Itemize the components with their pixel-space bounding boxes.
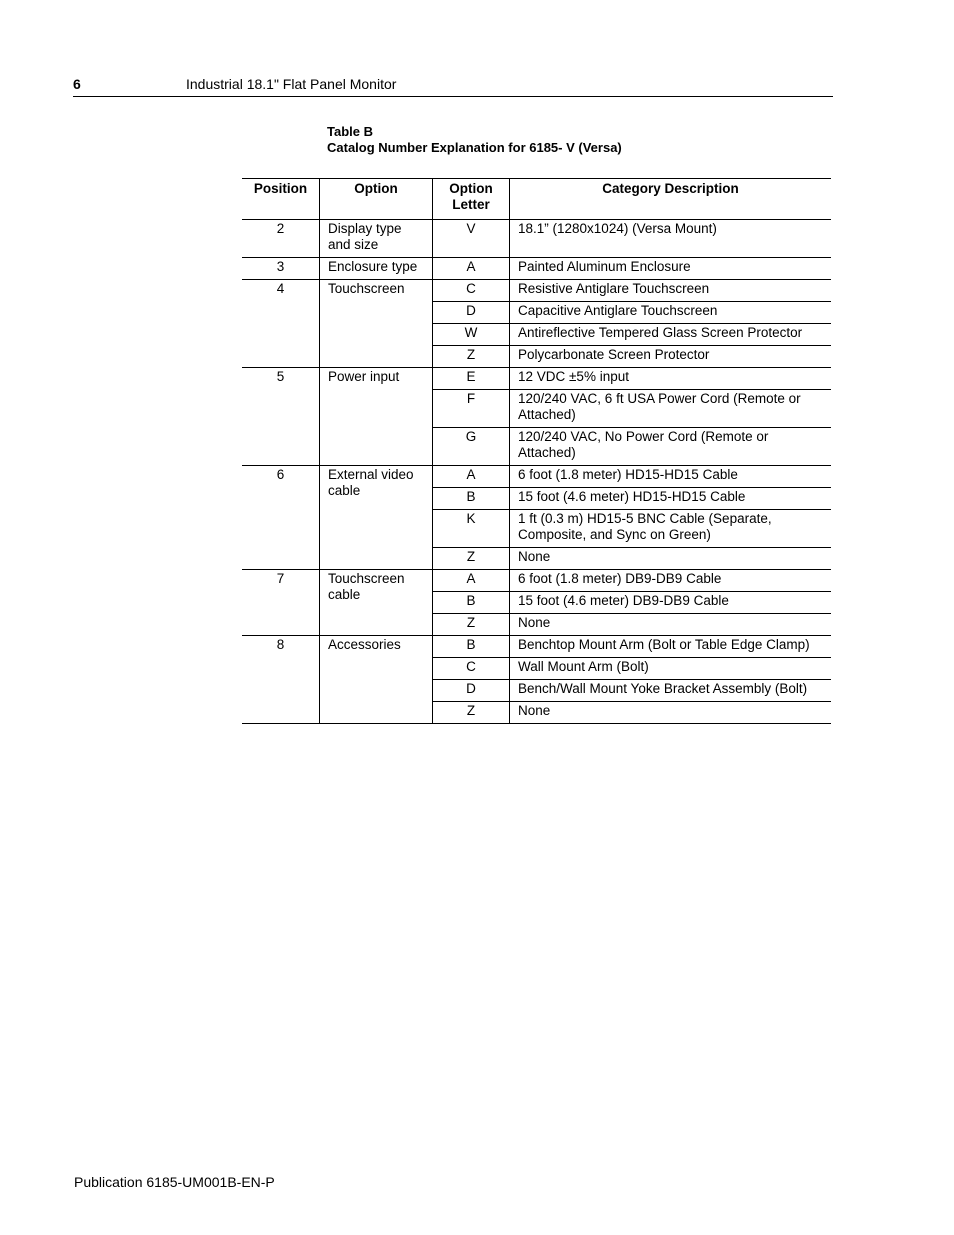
category-description-cell: 18.1” (1280x1024) (Versa Mount) bbox=[510, 220, 832, 258]
option-cell: Accessories bbox=[320, 636, 433, 724]
category-description-cell: Bench/Wall Mount Yoke Bracket Assembly (Bolt) bbox=[510, 680, 832, 702]
publication-footer: Publication 6185-UM001B-EN-P bbox=[74, 1174, 275, 1190]
option-letter-cell: B bbox=[433, 636, 510, 658]
option-letter-cell: A bbox=[433, 258, 510, 280]
option-cell: Enclosure type bbox=[320, 258, 433, 280]
option-letter-cell: V bbox=[433, 220, 510, 258]
category-description-cell: Capacitive Antiglare Touchscreen bbox=[510, 302, 832, 324]
category-description-cell: 120/240 VAC, 6 ft USA Power Cord (Remote or Attached) bbox=[510, 390, 832, 428]
option-letter-cell: D bbox=[433, 302, 510, 324]
table-row bbox=[242, 636, 831, 658]
option-cell: Touchscreen bbox=[320, 280, 433, 368]
position-cell: 7 bbox=[242, 570, 320, 636]
category-description-cell: 15 foot (4.6 meter) DB9-DB9 Cable bbox=[510, 592, 832, 614]
table-row bbox=[242, 466, 831, 488]
position-cell: 6 bbox=[242, 466, 320, 570]
option-letter-cell: Z bbox=[433, 614, 510, 636]
table-title: Catalog Number Explanation for 6185- V (Versa) bbox=[327, 140, 622, 155]
category-description-cell: 1 ft (0.3 m) HD15-5 BNC Cable (Separate, Composite, and Sync on Green) bbox=[510, 510, 832, 548]
option-letter-cell: A bbox=[433, 570, 510, 592]
option-letter-cell: A bbox=[433, 466, 510, 488]
position-cell: 5 bbox=[242, 368, 320, 466]
option-cell: Display type and size bbox=[320, 220, 433, 258]
option-letter-cell: K bbox=[433, 510, 510, 548]
category-description-cell: 120/240 VAC, No Power Cord (Remote or Attached) bbox=[510, 428, 832, 466]
column-header-option: Option bbox=[320, 179, 433, 220]
category-description-cell: None bbox=[510, 614, 832, 636]
category-description-cell: Benchtop Mount Arm (Bolt or Table Edge Clamp) bbox=[510, 636, 832, 658]
option-letter-cell: F bbox=[433, 390, 510, 428]
table-row bbox=[242, 280, 831, 302]
column-header-position: Position bbox=[242, 179, 320, 220]
position-cell: 8 bbox=[242, 636, 320, 724]
option-letter-cell: G bbox=[433, 428, 510, 466]
page-header bbox=[73, 76, 833, 97]
position-cell: 4 bbox=[242, 280, 320, 368]
category-description-cell: Painted Aluminum Enclosure bbox=[510, 258, 832, 280]
column-header-category-description: Category Description bbox=[510, 179, 832, 220]
table-row bbox=[242, 570, 831, 592]
column-header-option-letter: Option Letter bbox=[433, 179, 510, 220]
category-description-cell: None bbox=[510, 548, 832, 570]
option-letter-cell: Z bbox=[433, 548, 510, 570]
table-row bbox=[242, 368, 831, 390]
option-letter-cell: B bbox=[433, 592, 510, 614]
option-letter-cell: Z bbox=[433, 702, 510, 724]
option-cell: Touchscreen cable bbox=[320, 570, 433, 636]
option-letter-cell: E bbox=[433, 368, 510, 390]
category-description-cell: 6 foot (1.8 meter) DB9-DB9 Cable bbox=[510, 570, 832, 592]
category-description-cell: None bbox=[510, 702, 832, 724]
option-letter-cell: Z bbox=[433, 346, 510, 368]
category-description-cell: Wall Mount Arm (Bolt) bbox=[510, 658, 832, 680]
option-letter-cell: C bbox=[433, 280, 510, 302]
option-letter-cell: D bbox=[433, 680, 510, 702]
option-cell: Power input bbox=[320, 368, 433, 466]
category-description-cell: Polycarbonate Screen Protector bbox=[510, 346, 832, 368]
table-header-row bbox=[242, 179, 831, 220]
table-caption bbox=[327, 124, 622, 156]
category-description-cell: 15 foot (4.6 meter) HD15-HD15 Cable bbox=[510, 488, 832, 510]
document-title: Industrial 18.1" Flat Panel Monitor bbox=[186, 76, 397, 92]
table-label: Table B bbox=[327, 124, 373, 139]
category-description-cell: 6 foot (1.8 meter) HD15-HD15 Cable bbox=[510, 466, 832, 488]
position-cell: 3 bbox=[242, 258, 320, 280]
option-letter-cell: B bbox=[433, 488, 510, 510]
option-letter-cell: C bbox=[433, 658, 510, 680]
option-letter-cell: W bbox=[433, 324, 510, 346]
catalog-number-table bbox=[242, 178, 831, 724]
table-body bbox=[242, 220, 831, 724]
position-cell: 2 bbox=[242, 220, 320, 258]
table-row bbox=[242, 258, 831, 280]
option-cell: External video cable bbox=[320, 466, 433, 570]
page-number: 6 bbox=[73, 76, 81, 92]
category-description-cell: Resistive Antiglare Touchscreen bbox=[510, 280, 832, 302]
category-description-cell: Antireflective Tempered Glass Screen Protector bbox=[510, 324, 832, 346]
category-description-cell: 12 VDC ±5% input bbox=[510, 368, 832, 390]
table-row bbox=[242, 220, 831, 258]
